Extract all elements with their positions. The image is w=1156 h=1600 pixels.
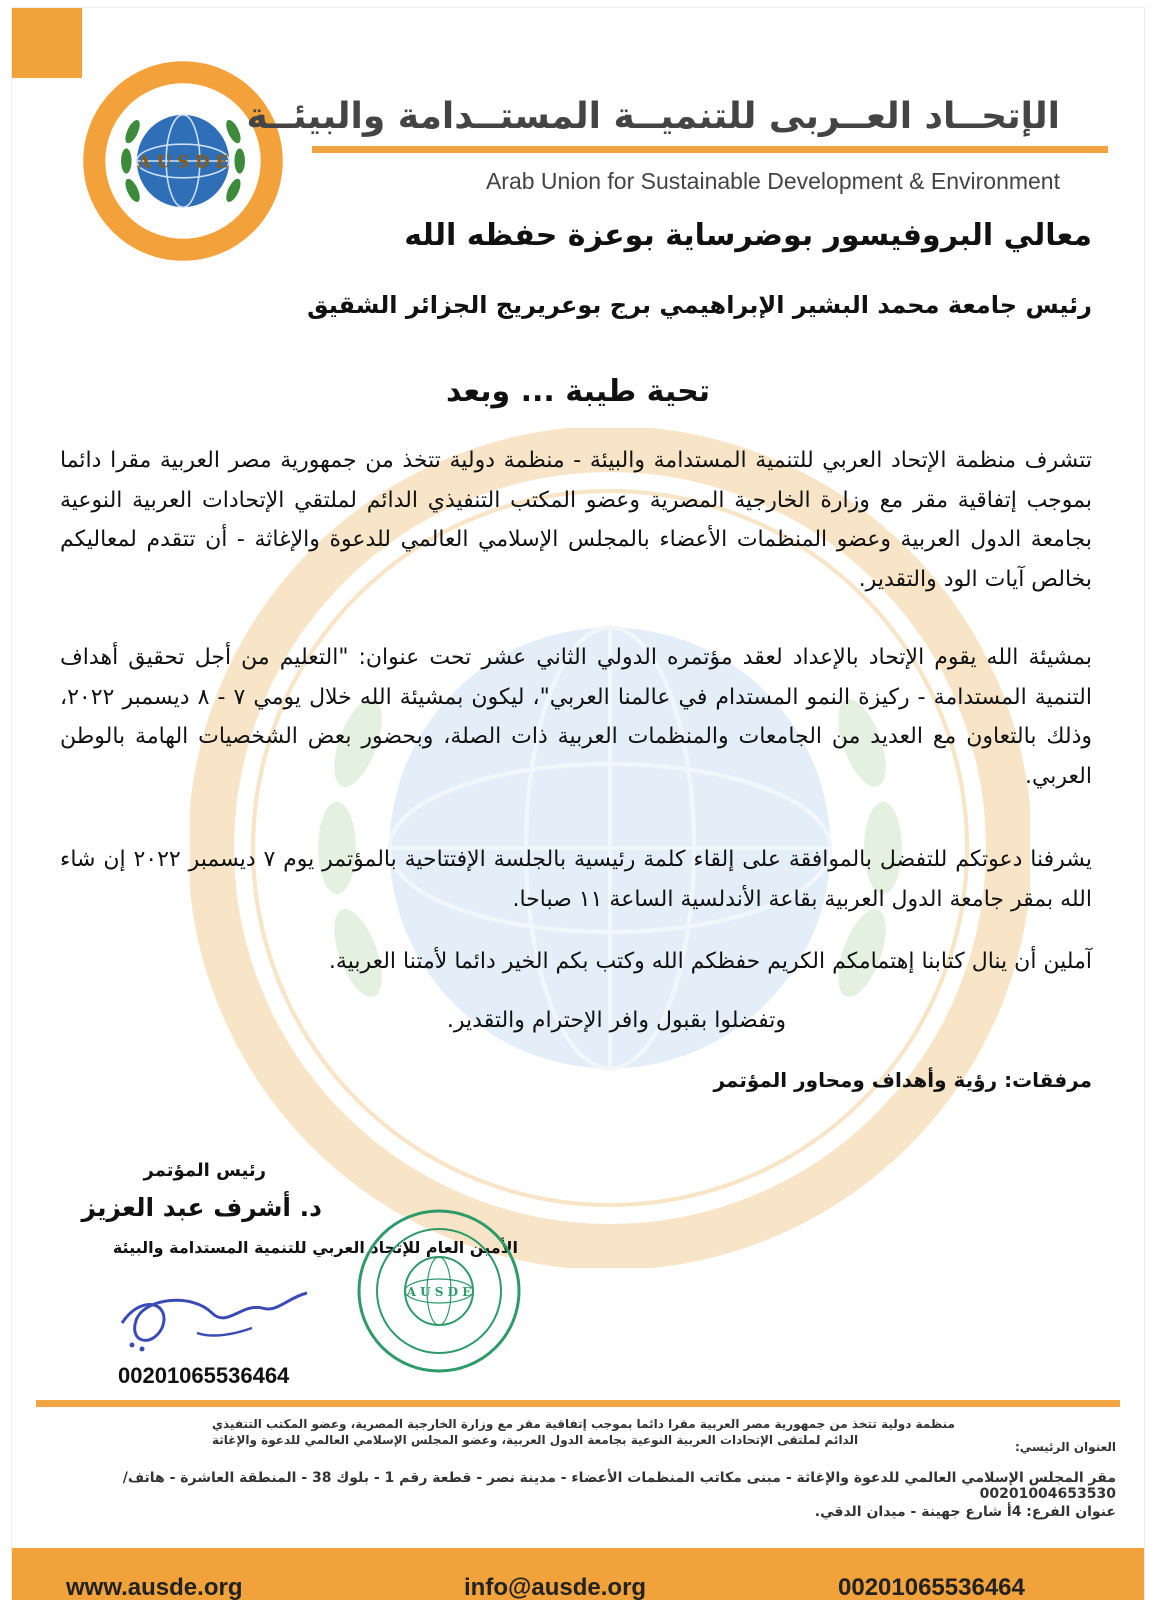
signatory-title: رئيس المؤتمر bbox=[143, 1160, 266, 1181]
official-stamp bbox=[354, 1206, 524, 1376]
signatory-role: الأمين العام للإتحاد العربي للتنمية المستدامة والبيئة bbox=[112, 1238, 518, 1257]
corner-accent bbox=[12, 8, 82, 78]
signatory-name: د. أشرف عبد العزيز bbox=[81, 1193, 322, 1222]
footer-main-address-label: العنوان الرئيسي: bbox=[1015, 1440, 1116, 1454]
footer-main-address: مقر المجلس الإسلامي العالمي للدعوة والإغاثة - مبنى مكاتب المنظمات الأعضاء - مدينة نصر - قطعة رقم 1 - بلوك 38 - المنطقة العاشرة - هاتف/ 00201004653530 bbox=[122, 1470, 1116, 1502]
footer-org-desc-line: منظمة دولية تتخذ من جمهورية مصر العربية مقرا دائما بموجب إتفاقية مقر مع وزارة الخارجية المصرية، وعضو المكتب التنفيذي bbox=[212, 1417, 955, 1431]
footer-rule bbox=[36, 1400, 1120, 1407]
header-rule bbox=[312, 146, 1108, 153]
closing-line: وتفضلوا بقبول وافر الإحترام والتقدير. bbox=[446, 1008, 786, 1033]
org-logo bbox=[78, 56, 288, 266]
greeting: تحية طيبة ... وبعد bbox=[446, 374, 710, 409]
footer-phone: 00201065536464 bbox=[838, 1574, 1025, 1600]
paragraph: يشرفنا دعوتكم للتفضل بالموافقة على إلقاء كلمة رئيسية بالجلسة الإفتتاحية بالمؤتمر يوم ٧ ديسمبر ٢٠٢٢ إن شاء الله بمقر جامعة الدول العربية بقاعة الأندلسية الساعة ١١ صباحا. bbox=[60, 847, 1092, 912]
attachments-line: مرفقات: رؤية وأهداف ومحاور المؤتمر bbox=[713, 1068, 1092, 1092]
website-link[interactable]: www.ausde.org bbox=[66, 1574, 243, 1600]
footer-org-desc-line: الدائم لملتقى الإتحادات العربية النوعية بجامعة الدول العربية، وعضو المجلس الإسلامي العالمي للدعوة والإغاثة bbox=[212, 1433, 859, 1447]
footer-org-description bbox=[212, 1416, 1116, 1448]
svg-text:A U S D E: A U S D E bbox=[137, 151, 229, 172]
paragraph: تتشرف منظمة الإتحاد العربي للتنمية المستدامة والبيئة - منظمة دولية تتخذ من جمهورية مصر العربية مقرا دائما بموجب إتفاقية مقر مع وزارة الخارجية المصرية وعضو المكتب التنفيذي الدائم لملتقي الإتحادات العربية النوعية بجامعة الدول العربية وعضو المنظمات الأعضاء بالمجلس الإسلامي العالمي للدعوة والإغاثة - أن تتقدم لمعاليكم بخالص آيات الود والتقدير. bbox=[60, 448, 1092, 592]
footer-contact-bar bbox=[12, 1548, 1144, 1600]
email-link[interactable]: info@ausde.org bbox=[464, 1574, 647, 1600]
signatory-phone: 00201065536464 bbox=[118, 1363, 290, 1388]
addressee-title: رئيس جامعة محمد البشير الإبراهيمي برج بوعريريج الجزائر الشقيق bbox=[307, 291, 1092, 319]
footer-branch-address: عنوان الفرع: 4أ شارع جهينة - ميدان الدقي. bbox=[814, 1504, 1116, 1520]
org-name-english: Arab Union for Sustainable Development & Environment bbox=[485, 168, 1060, 194]
svg-text:A U S D E: A U S D E bbox=[406, 1285, 472, 1299]
paragraph: بمشيئة الله يقوم الإتحاد بالإعداد لعقد مؤتمره الدولي الثاني عشر تحت عنوان: "التعليم من أجل تحقيق أهداف التنمية المستدامة - ركيزة النمو المستدام في عالمنا العربي"، ليكون بمشيئة الله خلال يومي ٧ - ٨ ديسمبر ٢٠٢٢، وذلك بالتعاون مع العديد من الجامعات والمنظمات العربية ذات الصلة، وبحضور بعض الشخصيات الهامة بالوطن العربي. bbox=[60, 645, 1093, 789]
handwritten-signature bbox=[102, 1273, 332, 1363]
letter-page bbox=[12, 8, 1144, 1600]
paragraph: آملين أن ينال كتابنا إهتمامكم الكريم حفظكم الله وكتب بكم الخير دائما لأمتنا العربية. bbox=[328, 949, 1092, 974]
addressee: معالي البروفيسور بوضرساية بوعزة حفظه الله bbox=[404, 218, 1092, 253]
org-name-arabic: الإتحــاد العــربى للتنميــة المستــدامة والبيئــة bbox=[246, 96, 1060, 137]
